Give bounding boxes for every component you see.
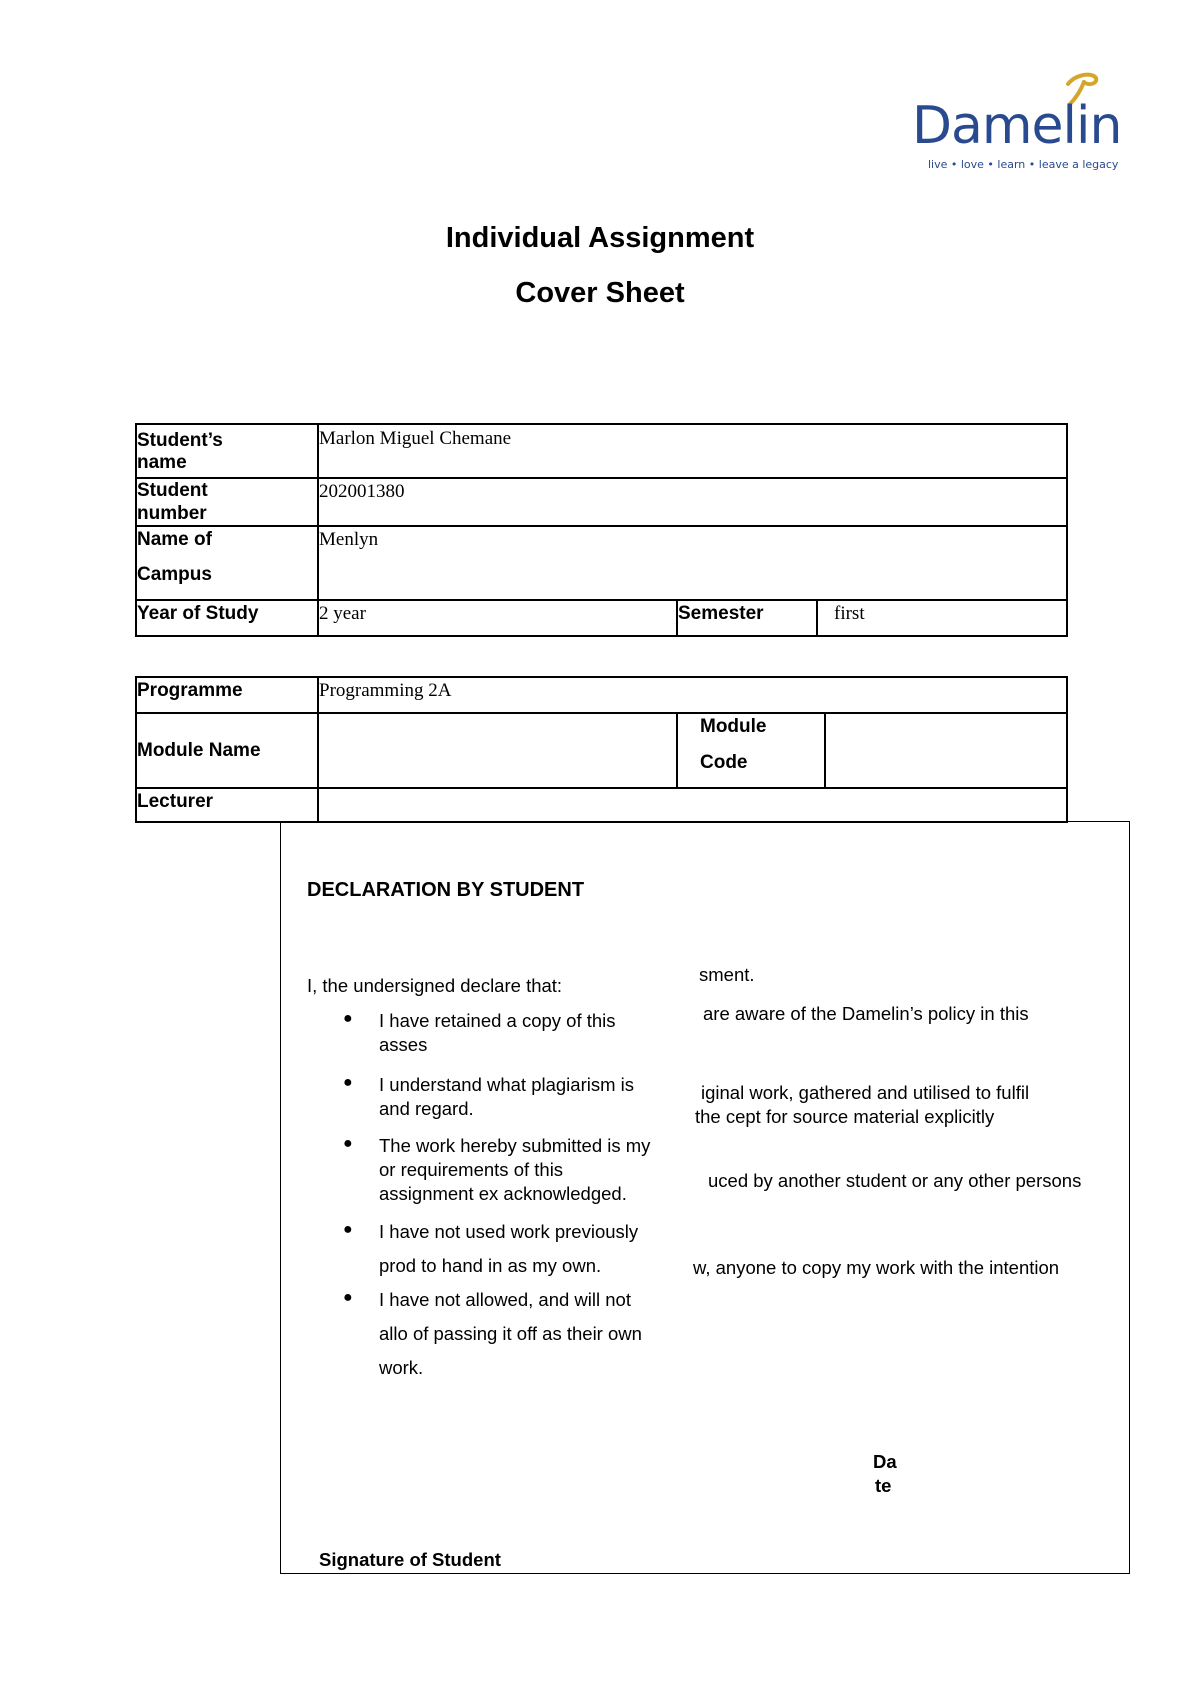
year-of-study-field[interactable]: 2 year	[318, 600, 677, 636]
declaration-item-2-line-1: I understand what plagiarism is	[379, 1074, 635, 1095]
declaration-item-1-line-2: asses	[379, 1034, 428, 1055]
declaration-fragment-2: are aware of the Damelin’s policy in this	[703, 1003, 1029, 1024]
semester-label: Semester	[677, 600, 817, 636]
declaration-item-4-line-2: prod to hand in as my own.	[379, 1255, 602, 1276]
bullet-icon: ●	[343, 1135, 353, 1152]
declaration-item-3-line-3: assignment ex acknowledged.	[379, 1183, 627, 1204]
logo-tagline: live • love • learn • leave a legacy	[928, 158, 1119, 171]
declaration-box	[280, 821, 1130, 1574]
declaration-item-4-line-1: I have not used work previously	[379, 1221, 639, 1242]
label-line: number	[137, 503, 207, 524]
student-name-field[interactable]: Marlon Miguel Chemane	[318, 424, 1067, 478]
table-row	[136, 713, 1067, 788]
declaration-item-5-line-3: work.	[379, 1357, 424, 1378]
label-line: Name of	[137, 529, 212, 550]
page-title: Individual Assignment	[445, 222, 755, 254]
label-line: name	[137, 452, 187, 473]
label-line: Module	[700, 716, 767, 737]
date-label-line-2: te	[875, 1475, 892, 1496]
table-row	[136, 526, 1067, 600]
bullet-icon: ●	[343, 1289, 353, 1306]
declaration-item-2-line-2: and regard.	[379, 1098, 474, 1119]
damelin-logo	[912, 70, 1132, 180]
student-info-table	[135, 423, 1068, 637]
bullet-icon: ●	[343, 1221, 353, 1238]
table-row	[136, 478, 1067, 526]
logo-wordmark: Damelin	[912, 96, 1122, 156]
label-line: Code	[700, 752, 748, 773]
lecturer-field[interactable]	[318, 788, 1067, 822]
campus-field[interactable]: Menlyn	[318, 526, 1067, 600]
lecturer-label: Lecturer	[136, 788, 318, 822]
declaration-fragment-1: sment.	[699, 964, 755, 985]
signature-label: Signature of Student	[319, 1549, 501, 1570]
table-row	[136, 788, 1067, 822]
table-row	[136, 677, 1067, 713]
declaration-fragment-5: uced by another student or any other persons	[708, 1170, 1082, 1191]
declaration-intro: I, the undersigned declare that:	[307, 975, 563, 996]
year-of-study-label: Year of Study	[136, 600, 318, 636]
table-row	[136, 424, 1067, 478]
declaration-item-3-line-2: or requirements of this	[379, 1159, 564, 1180]
label-line: Student’s	[137, 430, 223, 451]
declaration-item-5-line-1: I have not allowed, and will not	[379, 1289, 631, 1310]
declaration-fragment-3: iginal work, gathered and utilised to fulfil	[701, 1082, 1030, 1103]
module-name-label: Module Name	[136, 713, 318, 788]
module-code-field[interactable]	[825, 713, 1067, 788]
date-label-line-1: Da	[873, 1451, 897, 1472]
module-code-label	[677, 713, 825, 788]
student-number-label	[136, 478, 318, 526]
campus-label	[136, 526, 318, 600]
table-row	[136, 600, 1067, 636]
student-name-label	[136, 424, 318, 478]
student-number-field[interactable]: 202001380	[318, 478, 1067, 526]
declaration-fragment-6: w, anyone to copy my work with the intention	[693, 1257, 1060, 1278]
declaration-fragment-4: the cept for source material explicitly	[695, 1106, 995, 1127]
bullet-icon: ●	[343, 1074, 353, 1091]
page-subtitle: Cover Sheet	[515, 277, 685, 309]
semester-field[interactable]: first	[817, 600, 1067, 636]
declaration-item-1-line-1: I have retained a copy of this	[379, 1010, 616, 1031]
programme-field[interactable]: Programming 2A	[318, 677, 1067, 713]
bullet-icon: ●	[343, 1010, 353, 1027]
programme-label: Programme	[136, 677, 318, 713]
module-name-field[interactable]	[318, 713, 677, 788]
module-info-table	[135, 676, 1068, 823]
label-line: Campus	[137, 564, 212, 585]
declaration-item-3-line-1: The work hereby submitted is my	[379, 1135, 651, 1156]
label-line: Student	[137, 480, 208, 501]
declaration-title: DECLARATION BY STUDENT	[307, 879, 585, 901]
declaration-item-5-line-2: allo of passing it off as their own	[379, 1323, 642, 1344]
